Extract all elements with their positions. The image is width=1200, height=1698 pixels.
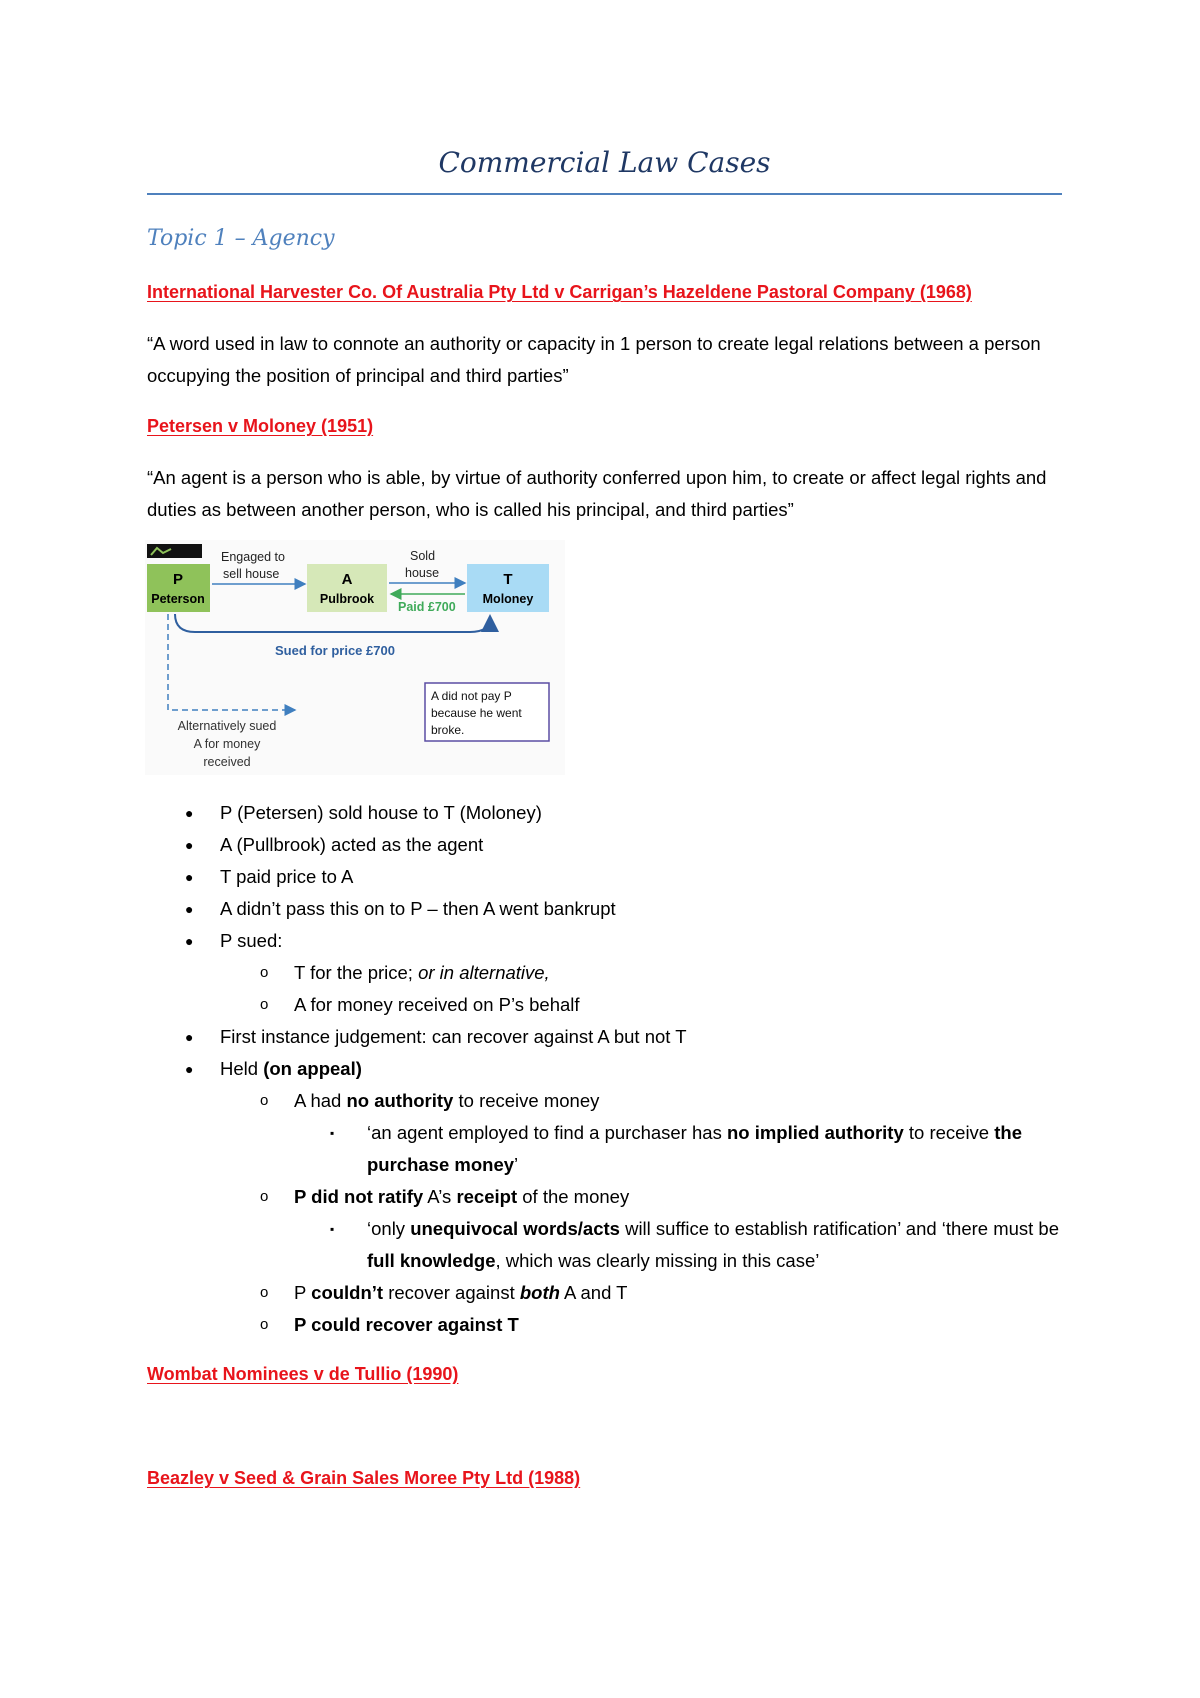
list-item-emphasis: no implied authority [726,1122,904,1143]
case-heading-harvester[interactable]: International Harvester Co. Of Australia Pty Ltd v Carrigan’s Hazeldene Pastoral Company (1968) [147,282,972,302]
list-item-text: A for money received on P’s behalf [294,994,580,1015]
list-item-emphasis: or in alternative, [418,962,550,983]
list-item-emphasis: both [519,1282,560,1303]
list-item [147,1277,1087,1309]
alternative-label-line2: A for money [193,737,261,751]
list-item-emphasis: (on appeal) [263,1058,362,1079]
third-party-letter: T [503,571,513,588]
list-item-text: First instance judgement: can recover against A but not T [220,1026,687,1047]
list-item-emphasis: unequivocal words/acts [410,1218,620,1239]
agency-diagram [145,540,565,775]
list-item-text: P sued: [220,930,283,951]
bullet-marker: o [260,1284,269,1301]
list-item [147,1181,1087,1213]
list-item [147,829,1087,861]
list-item-emphasis: receipt [456,1186,518,1207]
third-party-name: Moloney [482,592,534,606]
bullet-marker: ● [185,837,194,853]
list-item-emphasis: P did not ratify [294,1186,424,1207]
list-item-text: A’s [423,1186,457,1207]
list-item [147,1053,1087,1085]
bullet-marker: ● [185,1029,194,1045]
paid-label: Paid £700 [398,600,456,614]
principal-name: Peterson [151,592,205,606]
list-item [147,1117,1087,1181]
quote-harvester: “A word used in law to connote an authority or capacity in 1 person to create legal relations between a person occupying the position of principal and third parties” [147,333,1041,386]
list-item-text: to receive money [453,1090,600,1111]
list-item-text: ‘only [367,1218,411,1239]
bullet-marker: o [260,1188,269,1205]
bullet-marker: ▪ [330,1126,335,1140]
list-item-text: T for the price; [294,962,419,983]
bullet-marker: ● [185,869,194,885]
case-heading-petersen[interactable]: Petersen v Moloney (1951) [147,416,374,436]
list-item-text: Held [220,1058,264,1079]
document-title: Commercial Law Cases [438,146,771,179]
list-item-text: A (Pullbrook) acted as the agent [220,834,484,855]
bullet-marker: ● [185,901,194,917]
list-item [147,1309,1087,1341]
title-rule [147,193,1062,195]
bullet-marker: o [260,996,269,1013]
bullet-marker: ● [185,1061,194,1077]
bullet-marker: o [260,1316,269,1333]
list-item [147,925,1087,957]
list-item [147,861,1087,893]
list-item-text: to receive [903,1122,995,1143]
engaged-label-line2: sell house [223,567,280,581]
list-item-text: ’ [514,1154,519,1175]
list-item [147,989,1087,1021]
list-item-text: T paid price to A [220,866,354,887]
case-heading-beazley[interactable]: Beazley v Seed & Grain Sales Moree Pty Ltd (1988) [147,1468,581,1488]
list-item [147,1213,1087,1277]
list-item-text: will suffice to establish ratification’ and ‘there must be [619,1218,1060,1239]
list-item [147,797,1087,829]
sold-label-line2: house [405,566,440,580]
list-item-text: P (Petersen) sold house to T (Moloney) [220,802,542,823]
list-item-text: recover against [383,1282,520,1303]
list-item-text: of the money [517,1186,630,1207]
alternative-label-line3: received [203,755,251,769]
list-item-emphasis: couldn’t [311,1282,384,1303]
case-heading-wombat[interactable]: Wombat Nominees v de Tullio (1990) [147,1364,459,1384]
bullet-marker: ▪ [330,1222,335,1236]
list-item-text: A didn’t pass this on to P – then A went bankrupt [220,898,616,919]
engaged-label-line1: Engaged to [221,550,285,564]
note-line3: broke. [431,723,465,737]
list-item [147,957,1087,989]
bullet-marker: ● [185,805,194,821]
note-line1: A did not pay P [431,689,512,703]
case-notes-list [147,797,1087,1341]
agent-name: Pulbrook [319,592,375,606]
list-item-emphasis: P could recover against T [294,1314,519,1335]
list-item-emphasis: no authority [346,1090,454,1111]
topic-heading: Topic 1 – Agency [147,226,335,251]
bullet-marker: o [260,964,269,981]
bullet-marker: o [260,1092,269,1109]
agent-letter: A [341,571,353,588]
list-item-text: A had [294,1090,347,1111]
list-item-text: A and T [559,1282,628,1303]
list-item-text: ‘an agent employed to find a purchaser has [367,1122,727,1143]
list-item [147,1021,1087,1053]
sold-label-line1: Sold [410,549,436,563]
list-item-emphasis: the purchase money [367,1122,1022,1175]
principal-letter: P [172,571,184,588]
bullet-marker: ● [185,933,194,949]
quote-petersen: “An agent is a person who is able, by virtue of authority conferred upon him, to create or affect legal rights and duties as between another person, who is called his principal, and third parties” [147,467,1047,520]
list-item-text: , which was clearly missing in this case’ [495,1250,820,1271]
list-item-emphasis: full knowledge [367,1250,496,1271]
sued-label: Sued for price £700 [275,643,395,658]
list-item [147,1085,1087,1117]
list-item-text: P [294,1282,312,1303]
alternative-label-line1: Alternatively sued [177,719,277,733]
note-line2: because he went [431,706,522,720]
list-item [147,893,1087,925]
